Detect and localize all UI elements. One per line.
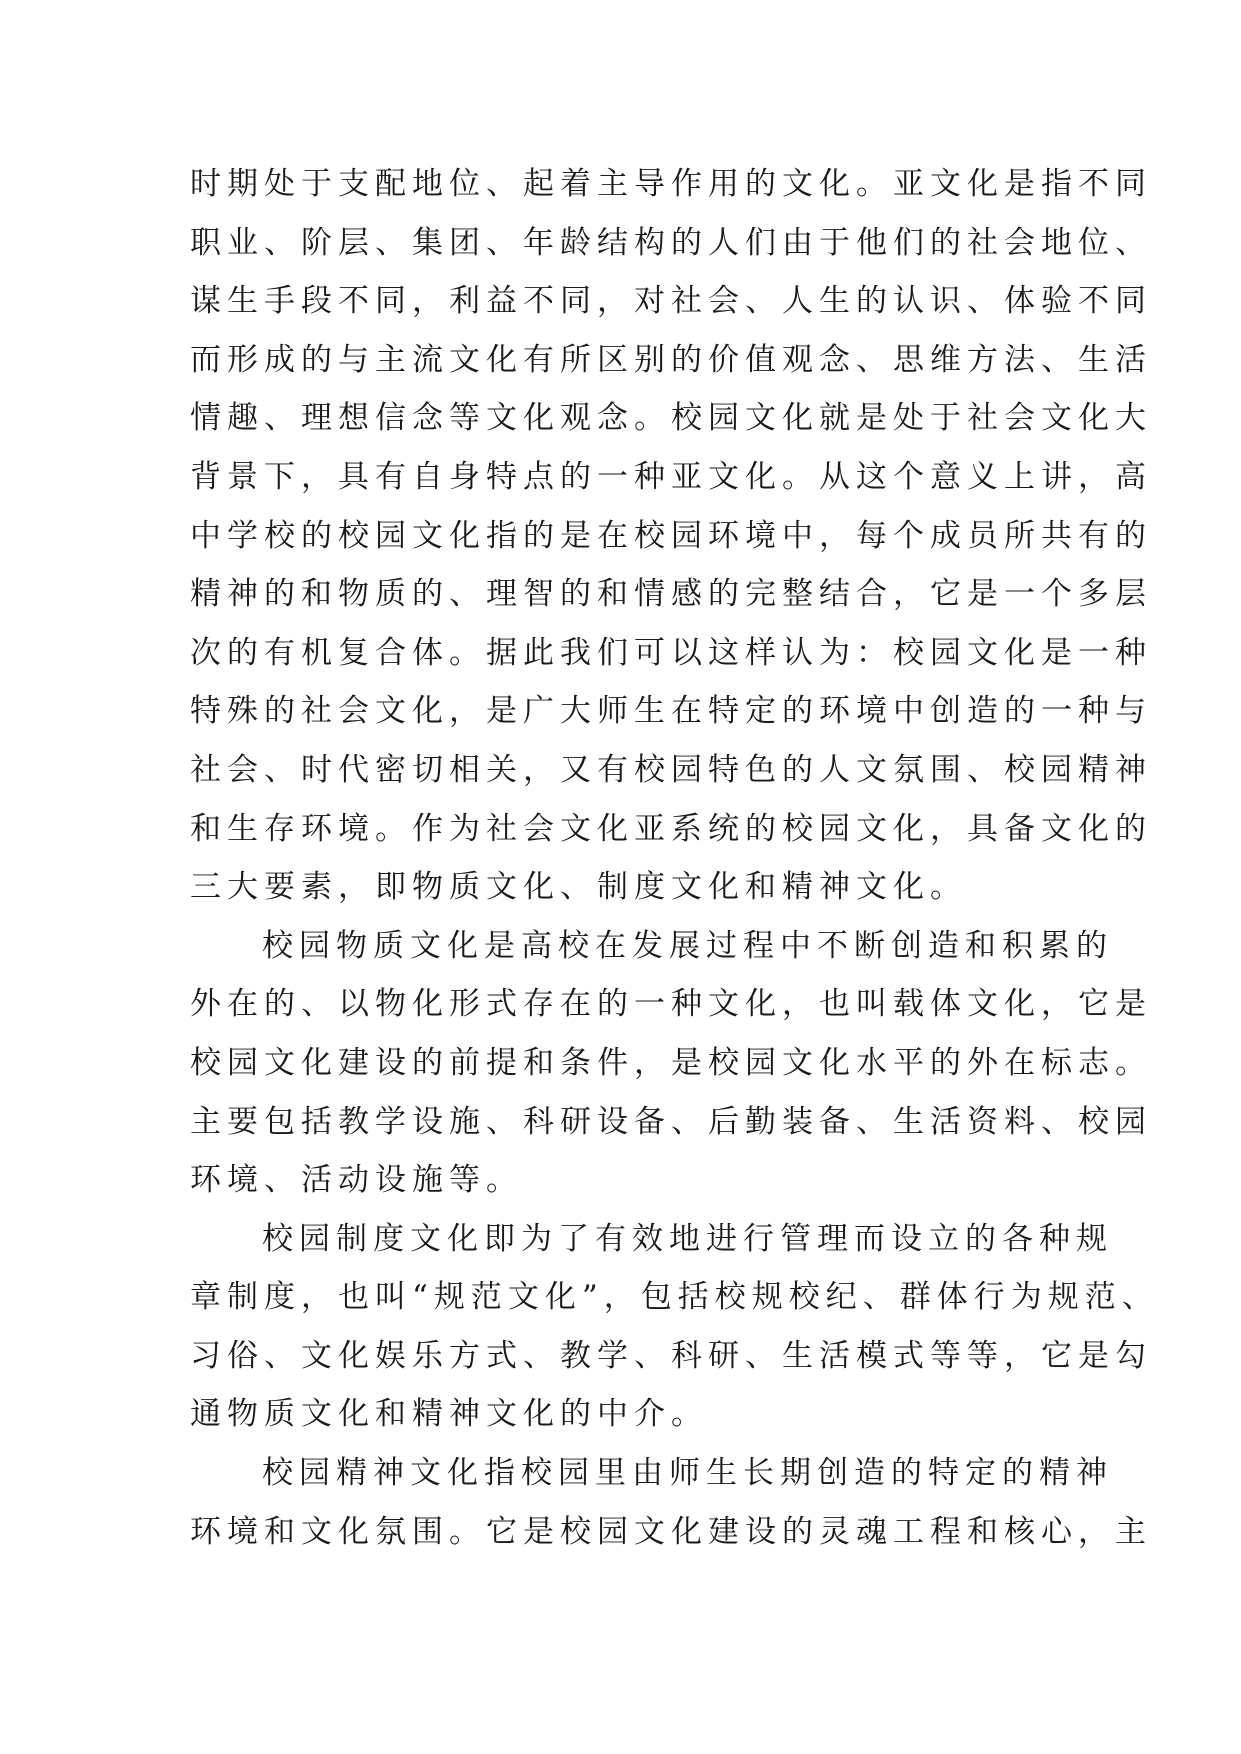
text-line: 情趣、理想信念等文化观念。校园文化就是处于社会文化大 <box>190 400 1152 437</box>
paragraph-start-line: 校园物质文化是高校在发展过程中不断创造和积累的 <box>262 927 1113 964</box>
paragraph-start-line: 校园制度文化即为了有效地进行管理而设立的各种规 <box>262 1220 1113 1257</box>
text-line: 外在的、以物化形式存在的一种文化，也叫载体文化，它是 <box>190 986 1152 1023</box>
body-text <box>190 155 1159 1561</box>
text-line: 职业、阶层、集团、年龄结构的人们由于他们的社会地位、 <box>190 224 1152 261</box>
text-line: 主要包括教学设施、科研设备、后勤装备、生活资料、校园 <box>190 1103 1152 1140</box>
text-line: 习俗、文化娱乐方式、教学、科研、生活模式等等，它是勾 <box>190 1337 1152 1374</box>
text-line: 中学校的校园文化指的是在校园环境中，每个成员所共有的 <box>190 517 1152 554</box>
text-line: 通物质文化和精神文化的中介。 <box>190 1396 708 1433</box>
text-line: 时期处于支配地位、起着主导作用的文化。亚文化是指不同 <box>190 166 1152 202</box>
text-line: 社会、时代密切相关，又有校园特色的人文氛围、校园精神 <box>190 751 1152 788</box>
text-line: 三大要素，即物质文化、制度文化和精神文化。 <box>190 869 967 906</box>
text-line: 章制度，也叫“规范文化”，包括校规校纪、群体行为规范、 <box>190 1279 1159 1316</box>
paragraph-start-line: 校园精神文化指校园里由师生长期创造的特定的精神 <box>262 1455 1113 1492</box>
text-line: 和生存环境。作为社会文化亚系统的校园文化，具备文化的 <box>190 810 1152 847</box>
text-line: 次的有机复合体。据此我们可以这样认为：校园文化是一种 <box>190 634 1152 671</box>
text-line: 谋生手段不同，利益不同，对社会、人生的认识、体验不同 <box>190 283 1152 320</box>
text-line: 精神的和物质的、理智的和情感的完整结合，它是一个多层 <box>190 576 1152 613</box>
text-line: 特殊的社会文化，是广大师生在特定的环境中创造的一种与 <box>190 693 1152 730</box>
text-line: 环境、活动设施等。 <box>190 1162 523 1199</box>
text-line: 而形成的与主流文化有所区别的价值观念、思维方法、生活 <box>190 341 1152 378</box>
text-line: 背景下，具有自身特点的一种亚文化。从这个意义上讲，高 <box>190 458 1152 495</box>
text-line: 校园文化建设的前提和条件，是校园文化水平的外在标志。 <box>190 1044 1152 1081</box>
text-line: 环境和文化氛围。它是校园文化建设的灵魂工程和核心，主 <box>190 1513 1152 1550</box>
